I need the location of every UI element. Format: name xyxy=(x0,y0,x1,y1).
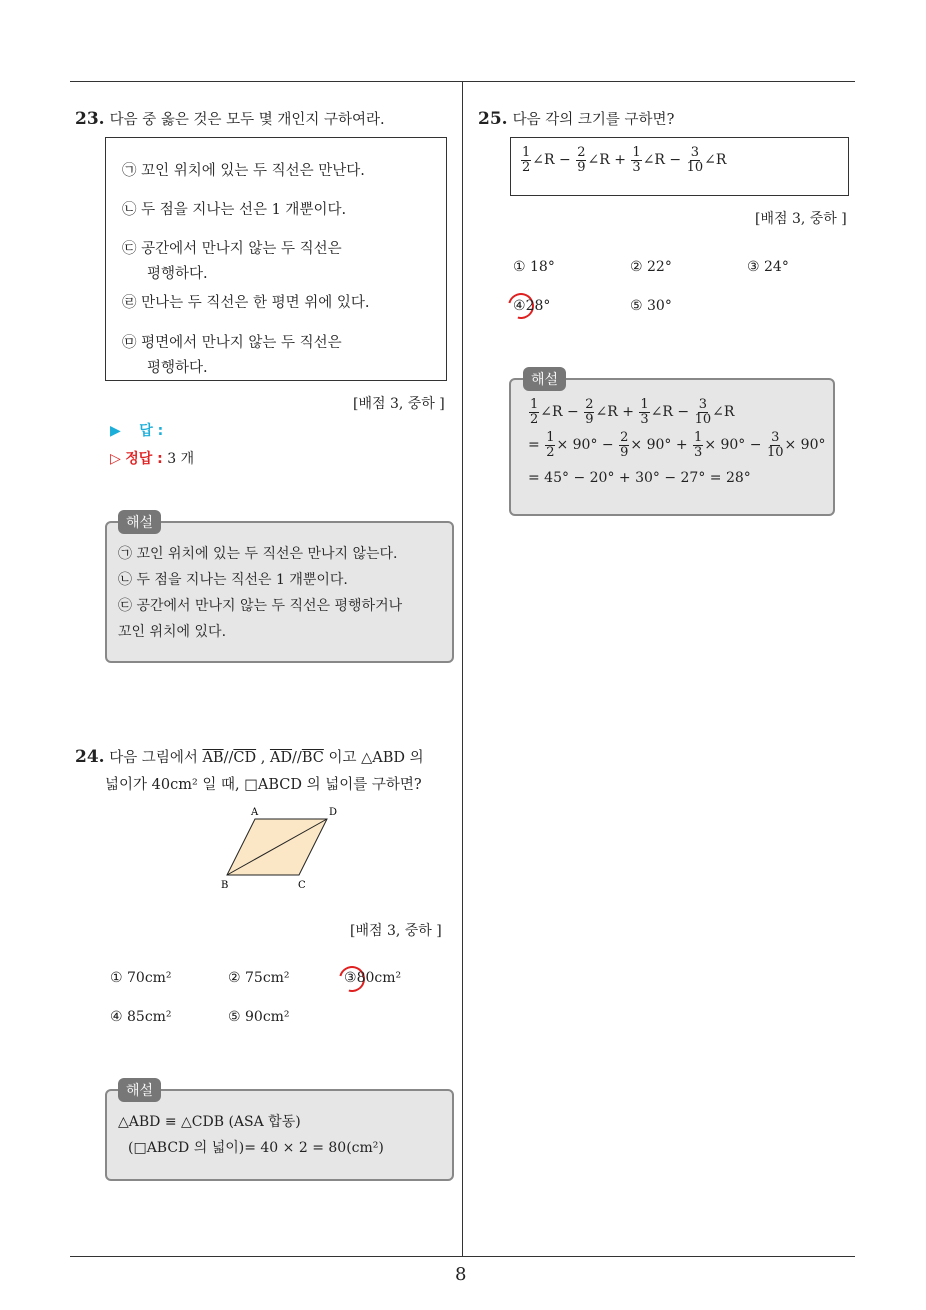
page-number: 8 xyxy=(455,1264,467,1285)
explanation-line: (□ABCD 의 넓이)= 40 × 2 = 80(cm²) xyxy=(128,1140,384,1156)
answer-label: 답 : xyxy=(139,423,164,439)
choice-1[interactable]: ① 18° xyxy=(513,259,555,275)
correct-value: 3 개 xyxy=(167,451,195,467)
correct-row xyxy=(110,448,194,468)
segment-bc: $\overline{BC}$ xyxy=(301,750,324,766)
explanation-line: ㉢ 공간에서 만나지 않는 두 직선은 평행하거나 xyxy=(118,598,403,614)
vertex-label-a: A xyxy=(251,807,259,818)
bottom-rule xyxy=(70,1256,855,1257)
question-text: 이고 △ABD 의 xyxy=(328,750,424,766)
choice-3[interactable]: ③ 24° xyxy=(747,259,789,275)
parallelogram-figure xyxy=(215,803,345,893)
choice-2[interactable]: ② 22° xyxy=(630,259,672,275)
vertex-label-b: B xyxy=(221,880,229,891)
choice-4[interactable]: ④ 85cm² xyxy=(110,1009,172,1025)
choice-1[interactable]: ① 70cm² xyxy=(110,970,172,986)
play-outline-icon: ▷ xyxy=(110,451,121,467)
choice-5[interactable]: ⑤ 90cm² xyxy=(228,1009,290,1025)
points-label: [배점 3, 중하 ] xyxy=(350,923,442,939)
explanation-tag: 해설 xyxy=(523,367,566,391)
choice-4[interactable] xyxy=(513,298,550,314)
segment-ab: $\overline{AB}$ xyxy=(202,750,224,766)
explanation-line-1: $\frac{1}{2}$ ∠R − $\frac{2}{9}$ ∠R + $\frac{1}{3}$ ∠R − $\frac{3}{10}$ ∠R xyxy=(530,397,735,427)
expression: $\frac{1}{2}$ ∠R − $\frac{2}{9}$ ∠R + $\frac{1}{3}$ ∠R − $\frac{3}{10}$ ∠R xyxy=(522,145,727,175)
question-25 xyxy=(478,108,674,129)
explanation-tag: 해설 xyxy=(118,1078,161,1102)
choice-number: ④ xyxy=(513,298,526,314)
segment-ad: $\overline{AD}$ xyxy=(269,750,293,766)
choice-number: ③ xyxy=(344,970,357,986)
points-label: [배점 3, 중하 ] xyxy=(755,211,847,227)
question-text: 다음 중 옳은 것은 모두 몇 개인지 구하여라. xyxy=(109,112,385,128)
segment-cd: $\overline{CD}$ xyxy=(233,750,257,766)
answer-row xyxy=(110,420,163,440)
play-icon: ▶ xyxy=(110,423,121,439)
statement-item: 평행하다. xyxy=(147,266,208,282)
statement-item: ㉠ 꼬인 위치에 있는 두 직선은 만난다. xyxy=(122,163,365,179)
question-number: 24. xyxy=(75,747,105,767)
question-text-line2: 넓이가 40cm² 일 때, □ABCD 의 넓이를 구하면? xyxy=(105,777,422,793)
choice-value: 80cm² xyxy=(356,970,402,986)
question-text: 다음 그림에서 xyxy=(109,750,198,766)
comma: , xyxy=(260,750,266,766)
explanation-line-2: = $\frac{1}{2}$ × 90° − $\frac{2}{9}$ × 90° + $\frac{1}{3}$ × 90° − $\frac{3}{10}$ × 90° xyxy=(528,430,826,460)
statement-item: ㉣ 만나는 두 직선은 한 평면 위에 있다. xyxy=(122,295,370,311)
correct-label: 정답 : xyxy=(125,451,163,467)
fraction: $\frac{3}{10}$ xyxy=(686,145,704,175)
choice-2[interactable]: ② 75cm² xyxy=(228,970,290,986)
choice-3[interactable] xyxy=(344,970,401,986)
statement-item: ㉤ 평면에서 만나지 않는 두 직선은 xyxy=(122,335,342,351)
question-24 xyxy=(75,746,424,767)
explanation-line-3: = 45° − 20° + 30° − 27° = 28° xyxy=(528,470,751,486)
parallel-symbol: // xyxy=(292,750,302,766)
choice-value: 28° xyxy=(525,298,551,314)
fraction: $\frac{1}{2}$ xyxy=(522,145,531,175)
explanation-box xyxy=(105,1089,454,1181)
explanation-line: 꼬인 위치에 있다. xyxy=(118,624,227,640)
choice-5[interactable]: ⑤ 30° xyxy=(630,298,672,314)
column-divider xyxy=(462,81,463,1257)
question-number: 23. xyxy=(75,109,105,129)
parallel-symbol: // xyxy=(223,750,234,766)
question-text: 다음 각의 크기를 구하면? xyxy=(512,112,675,128)
question-23 xyxy=(75,108,385,129)
question-number: 25. xyxy=(478,109,508,129)
vertex-label-c: C xyxy=(298,880,306,891)
explanation-line: ㉡ 두 점을 지나는 직선은 1 개뿐이다. xyxy=(118,572,348,588)
statement-item: ㉢ 공간에서 만나지 않는 두 직선은 xyxy=(122,241,342,257)
statement-item: ㉡ 두 점을 지나는 선은 1 개뿐이다. xyxy=(122,202,347,218)
statement-item: 평행하다. xyxy=(147,360,208,376)
explanation-line: △ABD ≡ △CDB (ASA 합동) xyxy=(118,1114,301,1130)
fraction: $\frac{1}{3}$ xyxy=(632,145,641,175)
points-label: [배점 3, 중하 ] xyxy=(353,396,445,412)
explanation-tag: 해설 xyxy=(118,510,161,534)
vertex-label-d: D xyxy=(329,807,338,818)
explanation-line: ㉠ 꼬인 위치에 있는 두 직선은 만나지 않는다. xyxy=(118,546,398,562)
fraction: $\frac{2}{9}$ xyxy=(577,145,586,175)
